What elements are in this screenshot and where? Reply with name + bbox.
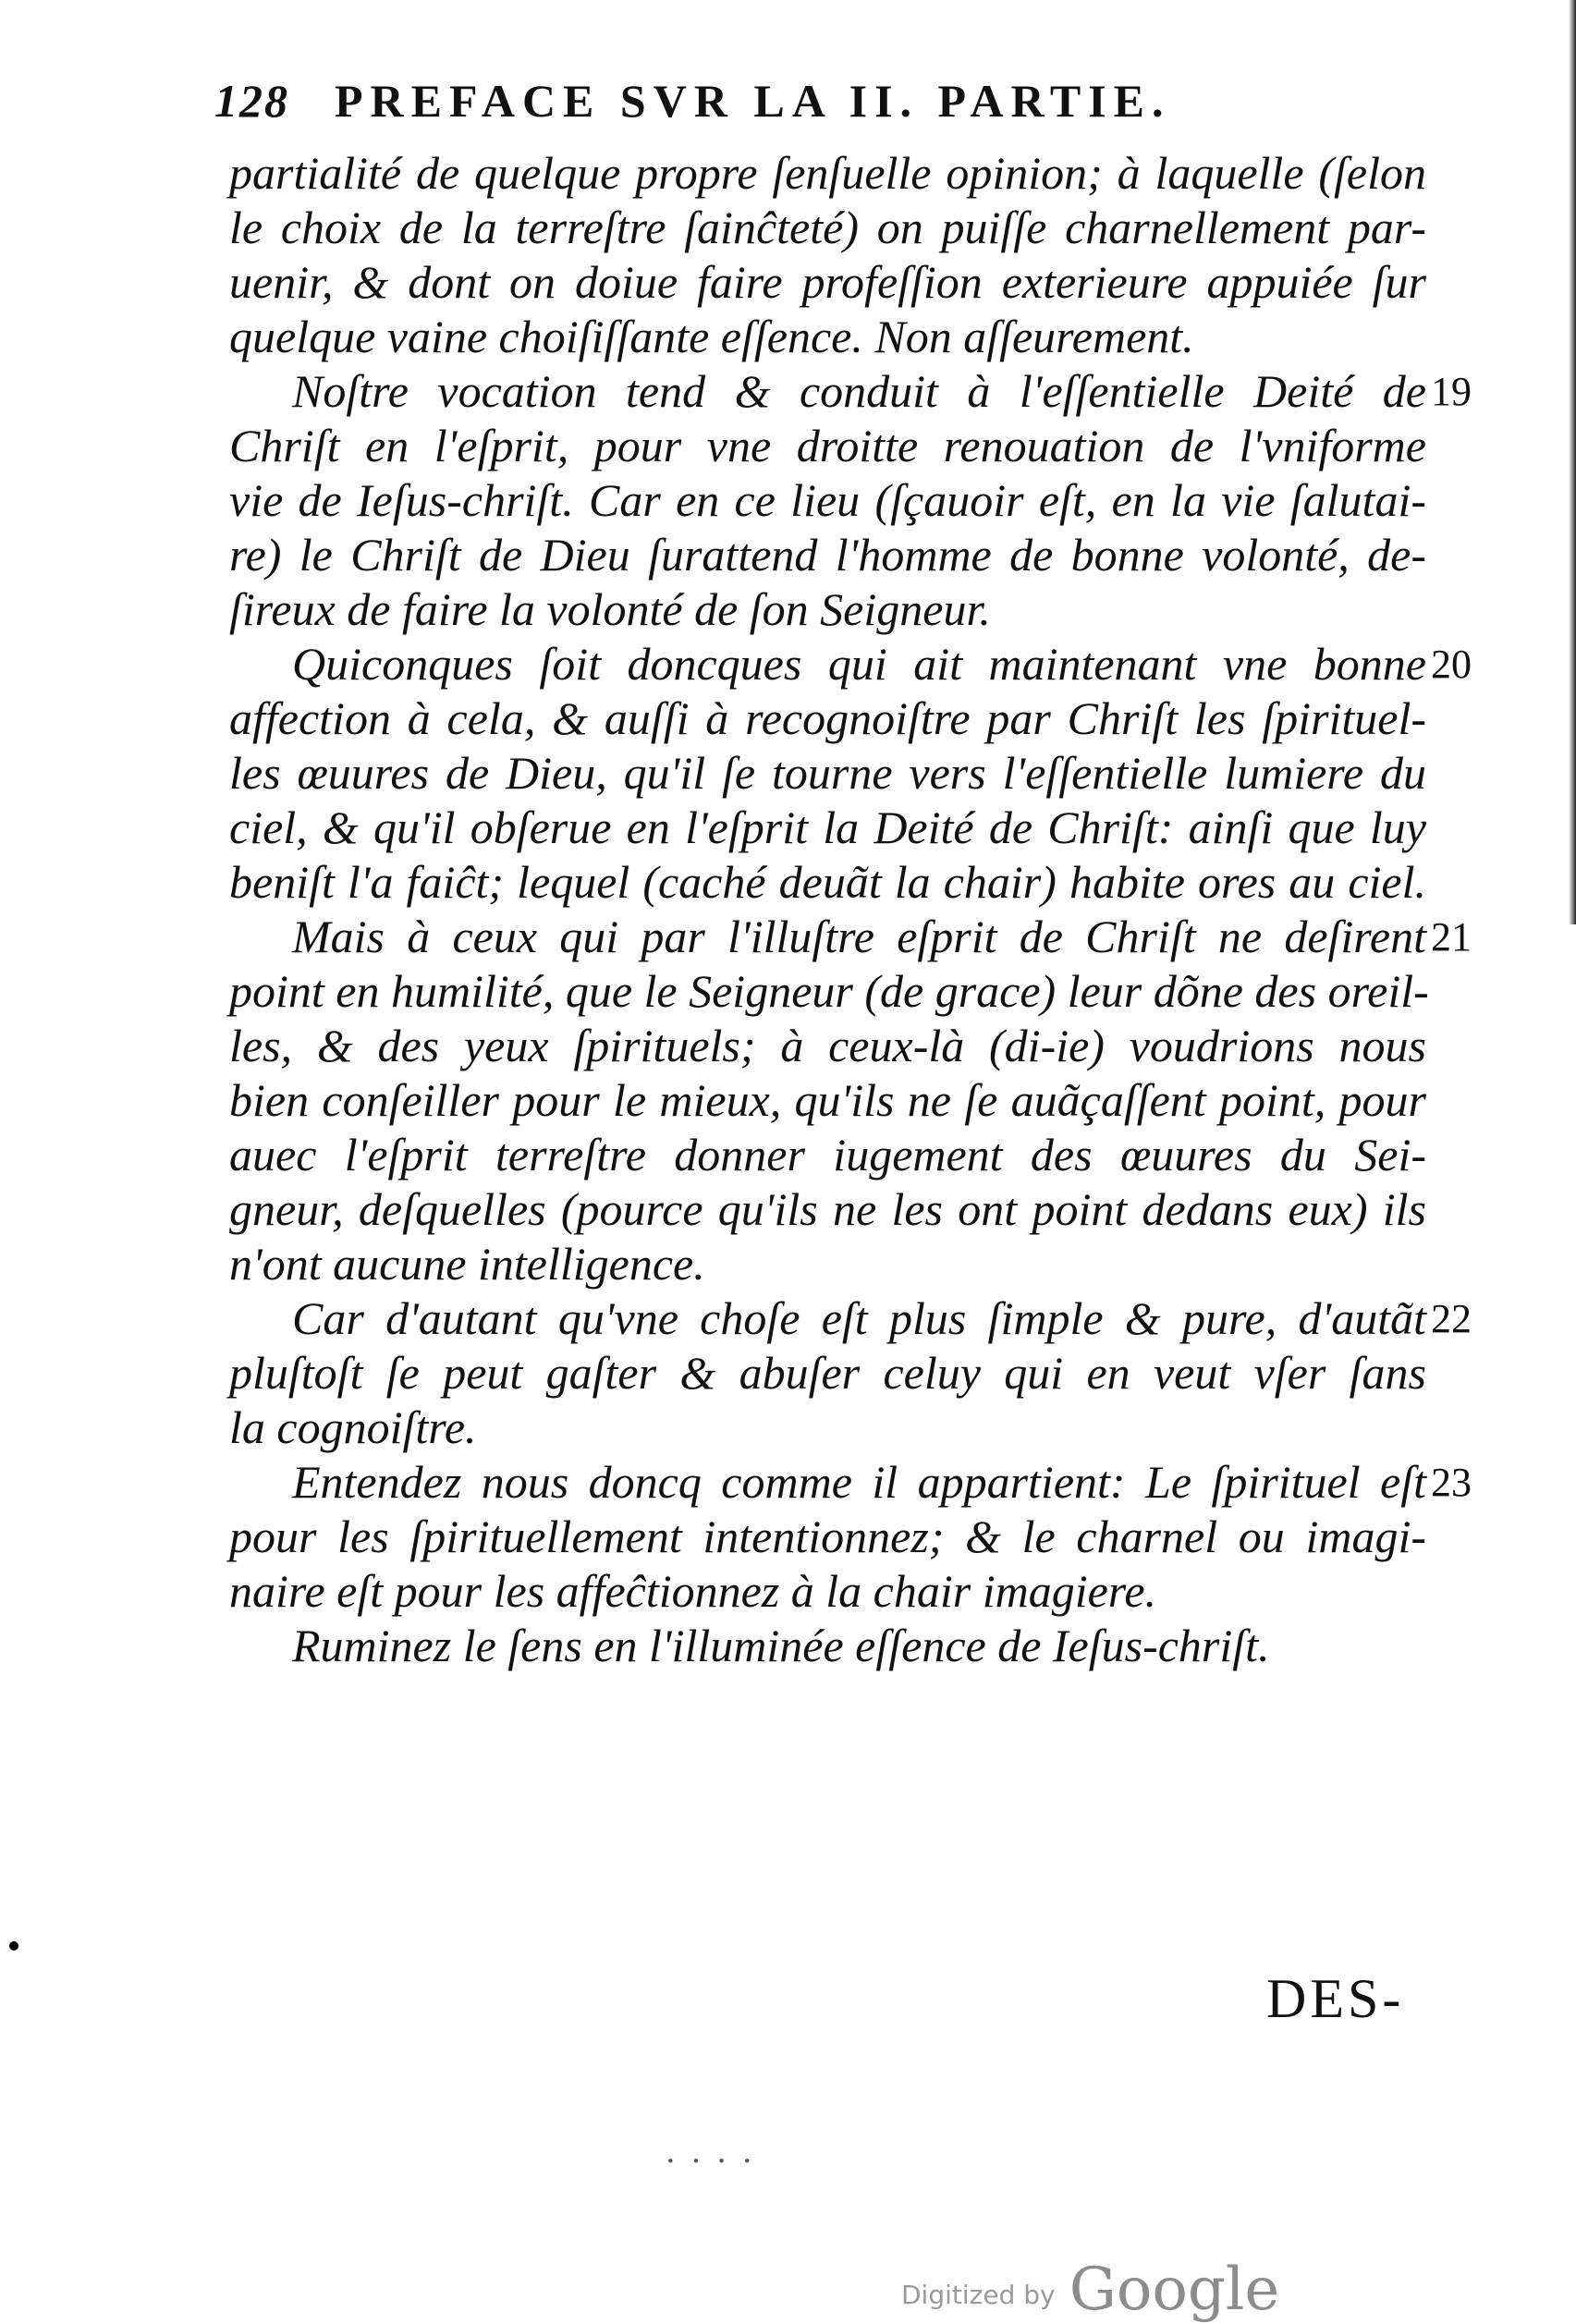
text-line: pour les ſpirituellement intentionnez; & le charnel ou imagi- [229, 1511, 1426, 1562]
text-line: Quiconques ſoit doncques qui ait maintenant vne bonne [292, 638, 1426, 690]
text-line: bien conſeiller pour le mieux, qu'ils ne ſe auãçaſſent point, pour [229, 1074, 1426, 1126]
digitization-stamp [901, 2256, 1279, 2324]
body-text [229, 146, 1472, 1673]
text-line: Ruminez le ſens en l'illuminée eſſence de Ieſus-chriſt. [292, 1620, 1270, 1671]
text-line: pluſtoſt ſe peut gaſter & abuſer celuy qui en veut vſer ſans [229, 1347, 1426, 1399]
text-line: vie de Ieſus-chriſt. Car en ce lieu (ſçauoir eſt, en la vie ſalutai- [229, 474, 1426, 526]
text-line: Car d'autant qu'vne choſe eſt plus ſimple & pure, d'autãt [292, 1292, 1426, 1344]
paragraph [229, 364, 1472, 637]
text-line: uenir, & dont on doiue faire profeſſion exterieure appuiée ſur [229, 256, 1426, 308]
paragraph [229, 1619, 1426, 1673]
text-line: la cognoiſtre. [229, 1401, 477, 1453]
running-title: PREFACE SVR LA II. PARTIE. [335, 75, 1171, 127]
google-logo: Google [1069, 2256, 1280, 2324]
paragraph [229, 146, 1426, 364]
paragraph [229, 1291, 1472, 1455]
text-line: re) le Chriſt de Dieu ſurattend l'homme de bonne volonté, de- [229, 529, 1426, 581]
text-line: Mais à ceux qui par l'illuſtre eſprit de Chriſt ne deſirent [292, 911, 1426, 962]
verse-number: 21 [1431, 914, 1472, 960]
paragraph [229, 637, 1472, 910]
text-line: point en humilité, que le Seigneur (de grace) leur dõne des oreil- [229, 965, 1429, 1017]
text-line: n'ont aucune intelligence. [229, 1238, 705, 1290]
verse-number: 20 [1431, 642, 1472, 687]
page-header [214, 74, 1277, 148]
text-line: naire eſt pour les affeĉtionnez à la chair imagiere. [229, 1565, 1157, 1617]
text-line: les œuures de Dieu, qu'il ſe tourne vers l'eſſentielle lumiere du [229, 747, 1426, 799]
text-line: affection à cela, & auſſi à recognoiſtre par Chriſt les ſpirituel- [229, 692, 1426, 744]
paragraph [229, 910, 1472, 1291]
page-number: 128 [214, 75, 289, 127]
text-line: le choix de la terreſtre ſainĉteté) on puiſſe charnellement par- [229, 202, 1426, 253]
text-line: beniſt l'a faiĉt; lequel (caché deuãt la chair) habite ores au ciel. [229, 856, 1426, 908]
text-line: partialité de quelque propre ſenſuelle opinion; à laquelle (ſelon [229, 147, 1426, 199]
print-specks: · · · · [666, 2143, 755, 2180]
verse-number: 22 [1431, 1296, 1472, 1341]
text-line: les, & des yeux ſpirituels; à ceux-là (di-ie) voudrions nous [229, 1020, 1426, 1071]
text-line: gneur, deſquelles (pource qu'ils ne les ont point dedans eux) ils [229, 1183, 1426, 1235]
text-line: auec l'eſprit terreſtre donner iugement des œuures du Sei- [229, 1129, 1426, 1180]
verse-number: 23 [1431, 1460, 1472, 1505]
text-line: quelque vaine choiſiſſante eſſence. Non aſſeurement. [229, 311, 1194, 362]
stamp-prefix: Digitized by [901, 2280, 1056, 2310]
text-line: Noſtre vocation tend & conduit à l'eſſentielle Deité de [292, 365, 1426, 417]
ink-dot [9, 1941, 18, 1951]
catchword: DES- [1266, 1968, 1405, 2029]
page-edge-shadow [1569, 0, 1576, 924]
paragraph [229, 1455, 1472, 1619]
text-line: Chriſt en l'eſprit, pour vne droitte renouation de l'vniforme [229, 420, 1426, 471]
text-line: ciel, & qu'il obſerue en l'eſprit la Deité de Chriſt: ainſi que luy [229, 801, 1426, 853]
text-line: Entendez nous doncq comme il appartient: Le ſpirituel eſt [292, 1456, 1426, 1508]
verse-number: 19 [1431, 369, 1472, 414]
text-line: ſireux de faire la volonté de ſon Seigneur. [229, 583, 991, 635]
